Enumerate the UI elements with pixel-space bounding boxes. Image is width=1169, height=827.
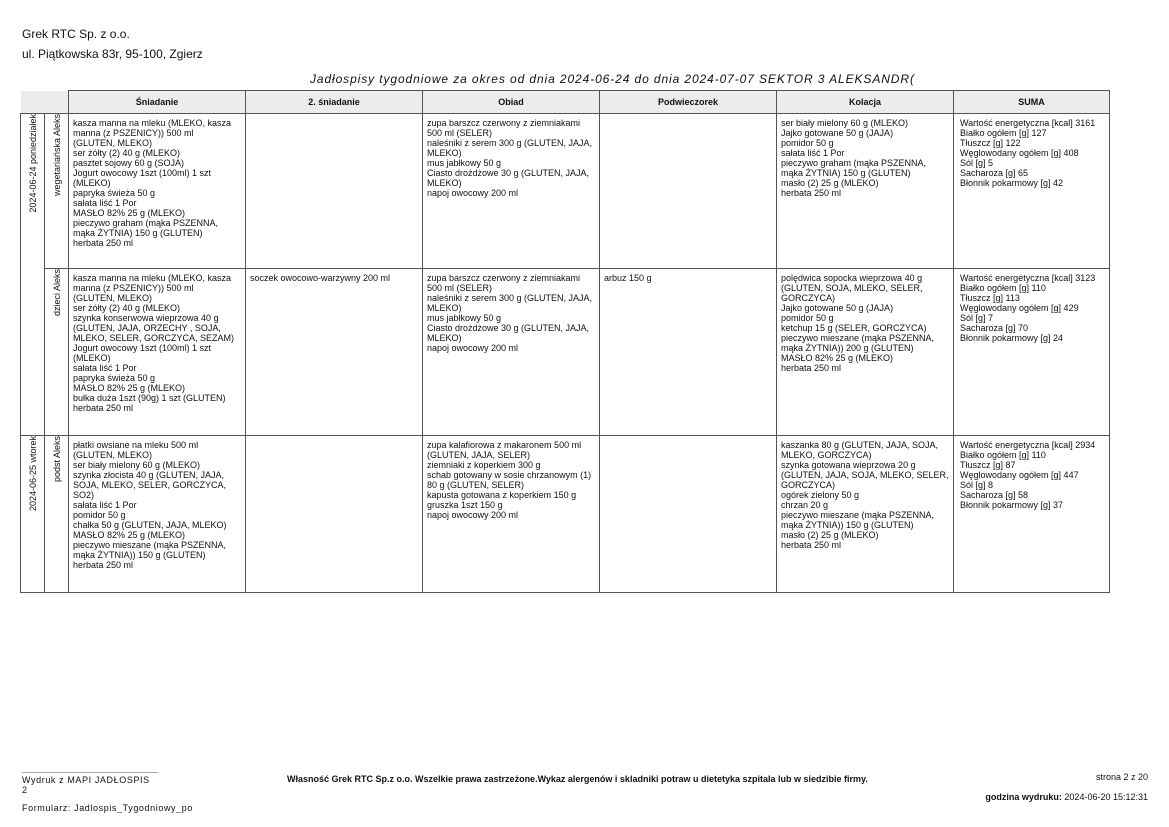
printout-source: Wydruk z MAPI JADŁOSPIS 2 (22, 772, 158, 795)
meal-cell-afternoon-snack (600, 436, 777, 593)
nutrition-summary: Wartość energetyczna [kcal] 2934 Białko ogółem [g] 110 Tłuszcz [g] 87 Węglowodany ogółem [g] 447 Sól [g] 8 Sacharoza [g] 58 Błonnik pokarmowy [g] 37 (960, 440, 1096, 510)
column-header-lunch: Obiad (423, 91, 600, 114)
day-date: 2024-06-24 poniedziałek (27, 114, 38, 213)
print-time-value: 2024-06-20 15:12:31 (1064, 792, 1148, 802)
meal-cell-breakfast: kasza manna na mleku (MLEKO, kasza manna (z PSZENICY)) 500 ml (GLUTEN, MLEKO) ser żółty (2) 40 g (MLEKO) szynka konserwowa wieprzowa 40 g (GLUTEN, JAJA, ORZECHY , SOJA, MLEKO, SELER, GORCZYCA, SEZAM) Jogurt owocowy 1szt (100ml) 1 szt (MLEKO) sałata liść 1 Por papryka świeża 50 g MASŁO 82% 25 g (MLEKO) bułka duża 1szt (90g) 1 szt (GLUTEN) herbata 250 ml (69, 269, 246, 436)
diet-name-cell (45, 269, 69, 436)
diet-name: dzieci Aleks (51, 269, 62, 317)
column-header-summary: SUMA (954, 91, 1110, 114)
print-time-label: godzina wydruku: (985, 792, 1062, 802)
print-time-line (985, 792, 1148, 802)
summary-cell (954, 269, 1110, 436)
day-date-cell (21, 436, 45, 593)
meal-cell-lunch: zupa barszcz czerwony z ziemniakami 500 ml (SELER) naleśniki z serem 300 g (GLUTEN, JAJA, MLEKO) mus jabłkowy 50 g Ciasto drożdżowe 30 g (GLUTEN, JAJA, MLEKO) napoj owocowy 200 ml (423, 114, 600, 269)
table-row (21, 114, 1110, 269)
column-header-breakfast: Śniadanie (69, 91, 246, 114)
meal-cell-second-breakfast: soczek owocowo-warzywny 200 ml (246, 269, 423, 436)
footer-right (985, 772, 1148, 802)
summary-cell (954, 114, 1110, 269)
form-name: Formularz: Jadlospis_Tygodniowy_po (22, 803, 193, 813)
page-number: strona 2 z 20 (1095, 772, 1148, 782)
company-info (22, 24, 203, 64)
summary-cell (954, 436, 1110, 593)
column-header-afternoon-snack: Podwieczorek (600, 91, 777, 114)
day-date: 2024-06-25 wtorek (27, 436, 38, 512)
table-row (21, 269, 1110, 436)
diet-name-cell (45, 436, 69, 593)
meal-cell-afternoon-snack (600, 114, 777, 269)
company-address: ul. Piątkowska 83r, 95-100, Zgierz (22, 47, 203, 61)
meal-cell-second-breakfast (246, 114, 423, 269)
meal-cell-breakfast: kasza manna na mleku (MLEKO, kasza manna (z PSZENICY)) 500 ml (GLUTEN, MLEKO) ser żółty (2) 40 g (MLEKO) pasztet sojowy 60 g (SOJA) Jogurt owocowy 1szt (100ml) 1 szt (MLEKO) papryka świeża 50 g sałata liść 1 Por MASŁO 82% 25 g (MLEKO) pieczywo graham (mąka PSZENNA, mąka ŻYTNIA) 150 g (GLUTEN) herbata 250 ml (69, 114, 246, 269)
diet-name: podst Aleks (51, 436, 62, 483)
meal-cell-breakfast: płatki owsiane na mleku 500 ml (GLUTEN, MLEKO) ser biały mielony 60 g (MLEKO) szynka złocista 40 g (GLUTEN, JAJA, SOJA, MLEKO, SELER, GORCZYCA, SO2) sałata liść 1 Por pomidor 50 g chałka 50 g (GLUTEN, JAJA, MLEKO) MASŁO 82% 25 g (MLEKO) pieczywo mieszane (mąka PSZENNA, mąka ŻYTNIA)) 150 g (GLUTEN) herbata 250 ml (69, 436, 246, 593)
column-header-supper: Kolacja (777, 91, 954, 114)
header-spacer (45, 91, 69, 114)
header-row (21, 91, 1110, 114)
nutrition-summary: Wartość energetyczna [kcal] 3161 Białko ogółem [g] 127 Tłuszcz [g] 122 Węglowodany ogółem [g] 408 Sól [g] 5 Sacharoza [g] 65 Błonnik pokarmowy [g] 42 (960, 118, 1096, 188)
nutrition-summary: Wartość energetyczna [kcal] 3123 Białko ogółem [g] 110 Tłuszcz [g] 113 Węglowodany ogółem [g] 429 Sól [g] 7 Sacharoza [g] 70 Błonnik pokarmowy [g] 24 (960, 273, 1096, 343)
footer-left (22, 772, 196, 813)
meal-cell-supper: polędwica sopocka wieprzowa 40 g (GLUTEN, SOJA, MLEKO, SELER, GORCZYCA) Jajko gotowane 50 g (JAJA) pomidor 50 g ketchup 15 g (SELER, GORCZYCA) pieczywo mieszane (mąka PSZENNA, mąka ŻYTNIA)) 200 g (GLUTEN) MASŁO 82% 25 g (MLEKO) herbata 250 ml (777, 269, 954, 436)
diet-name: wegetariańska Aleks (51, 114, 62, 197)
meal-cell-supper: ser biały mielony 60 g (MLEKO) Jajko gotowane 50 g (JAJA) pomidor 50 g sałata liść 1 Por pieczywo graham (mąka PSZENNA, mąka ŻYTNIA) 150 g (GLUTEN) masło (2) 25 g (MLEKO) herbata 250 ml (777, 114, 954, 269)
day-date-cell (21, 114, 45, 436)
ownership-notice: Własność Grek RTC Sp.z o.o. Wszelkie prawa zastrzeżone.Wykaz alergenów i skladniki potraw u dietetyka szpitala lub w siedzibie firmy. (287, 774, 868, 784)
meal-cell-afternoon-snack: arbuz 150 g (600, 269, 777, 436)
table-row (21, 436, 1110, 593)
weekly-menu-table (20, 90, 1110, 593)
document-title: Jadłospisy tygodniowe za okres od dnia 2024-06-24 do dnia 2024-07-07 SEKTOR 3 ALEKSANDR( (310, 72, 915, 86)
company-name: Grek RTC Sp. z o.o. (22, 27, 130, 41)
meal-cell-lunch: zupa barszcz czerwony z ziemniakami 500 ml (SELER) naleśniki z serem 300 g (GLUTEN, JAJA, MLEKO) mus jabłkowy 50 g Ciasto drożdżowe 30 g (GLUTEN, JAJA, MLEKO) napoj owocowy 200 ml (423, 269, 600, 436)
column-header-second-breakfast: 2. śniadanie (246, 91, 423, 114)
diet-name-cell (45, 114, 69, 269)
meal-cell-supper: kaszanka 80 g (GLUTEN, JAJA, SOJA, MLEKO, GORCZYCA) szynka gotowana wieprzowa 20 g (GLUTEN, JAJA, SOJA, MLEKO, SELER, GORCZYCA) ogórek zielony 50 g chrzan 20 g pieczywo mieszane (mąka PSZENNA, mąka ŻYTNIA)) 150 g (GLUTEN) masło (2) 25 g (MLEKO) herbata 250 ml (777, 436, 954, 593)
header-spacer (21, 91, 45, 114)
meal-cell-lunch: zupa kalafiorowa z makaronem 500 ml (GLUTEN, JAJA, SELER) ziemniaki z koperkiem 300 g schab gotowany w sosie chrzanowym (1) 80 g (GLUTEN, SELER) kapusta gotowana z koperkiem 150 g gruszka 1szt 150 g napoj owocowy 200 ml (423, 436, 600, 593)
meal-cell-second-breakfast (246, 436, 423, 593)
